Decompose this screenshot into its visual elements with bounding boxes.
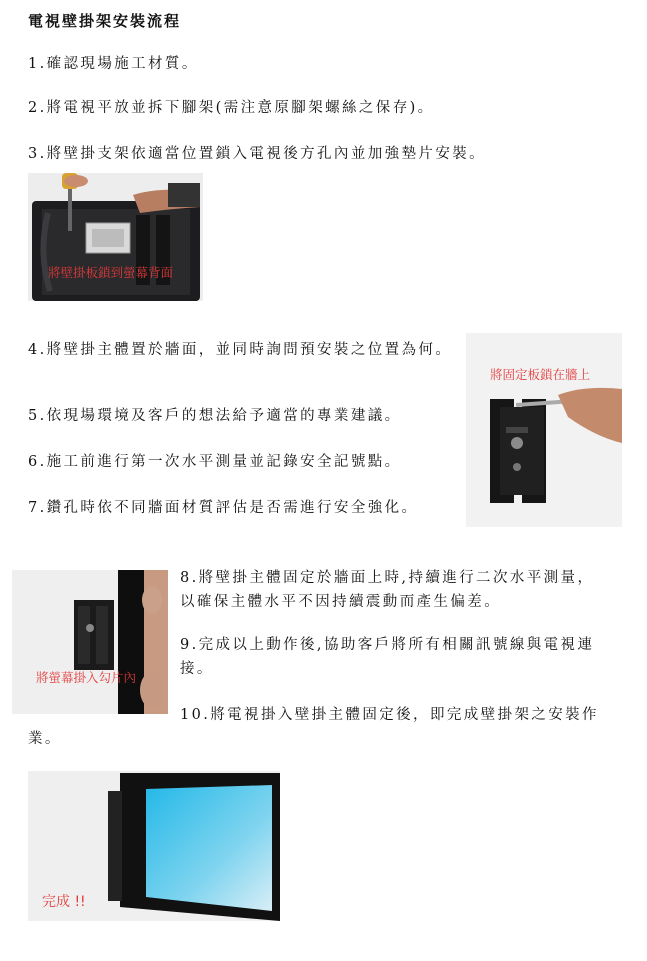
step-8: 8.將壁掛主體固定於牆面上時,持續進行二次水平測量，以確保主體水平不因持續震動而產生偏差。	[180, 570, 595, 610]
hook-tv-illustration	[12, 570, 168, 714]
step-2: 2.將電視平放並拆下腳架(需注意原腳架螺絲之保存)。	[28, 100, 435, 116]
photo-finished	[28, 771, 280, 921]
step-10: 10.將電視掛入壁掛主體固定後，即完成壁掛架之安裝作業。	[28, 707, 599, 747]
page-title: 電視壁掛架安裝流程	[28, 12, 182, 30]
caption-photo-2: 將固定板鎖在牆上	[490, 367, 591, 382]
step-6: 6.施工前進行第一次水平測量並記錄安全記號點。	[28, 454, 402, 470]
tv-back-illustration	[28, 173, 203, 301]
photo-hook-tv	[12, 570, 168, 714]
step-1: 1.確認現場施工材質。	[28, 56, 199, 72]
step-9: 9.完成以上動作後,協助客戶將所有相關訊號線與電視連接。	[180, 637, 595, 677]
step-3: 3.將壁掛支架依適當位置鎖入電視後方孔內並加強墊片安裝。	[28, 146, 487, 162]
caption-photo-4: 完成 !!	[42, 894, 86, 910]
caption-photo-1: 將壁掛板鎖到螢幕背面	[48, 265, 174, 280]
step-7: 7.鑽孔時依不同牆面材質評估是否需進行安全強化。	[28, 500, 419, 516]
caption-photo-3: 將螢幕掛入勾片內	[36, 670, 137, 685]
step-5: 5.依現場環境及客戶的想法給予適當的專業建議。	[28, 408, 402, 424]
photo-plate-on-wall	[466, 333, 622, 527]
step-4: 4.將壁掛主體置於牆面，並同時詢問預安裝之位置為何。	[28, 342, 453, 358]
photo-mount-plate-on-tv	[28, 173, 203, 301]
wall-plate-illustration	[466, 333, 622, 527]
